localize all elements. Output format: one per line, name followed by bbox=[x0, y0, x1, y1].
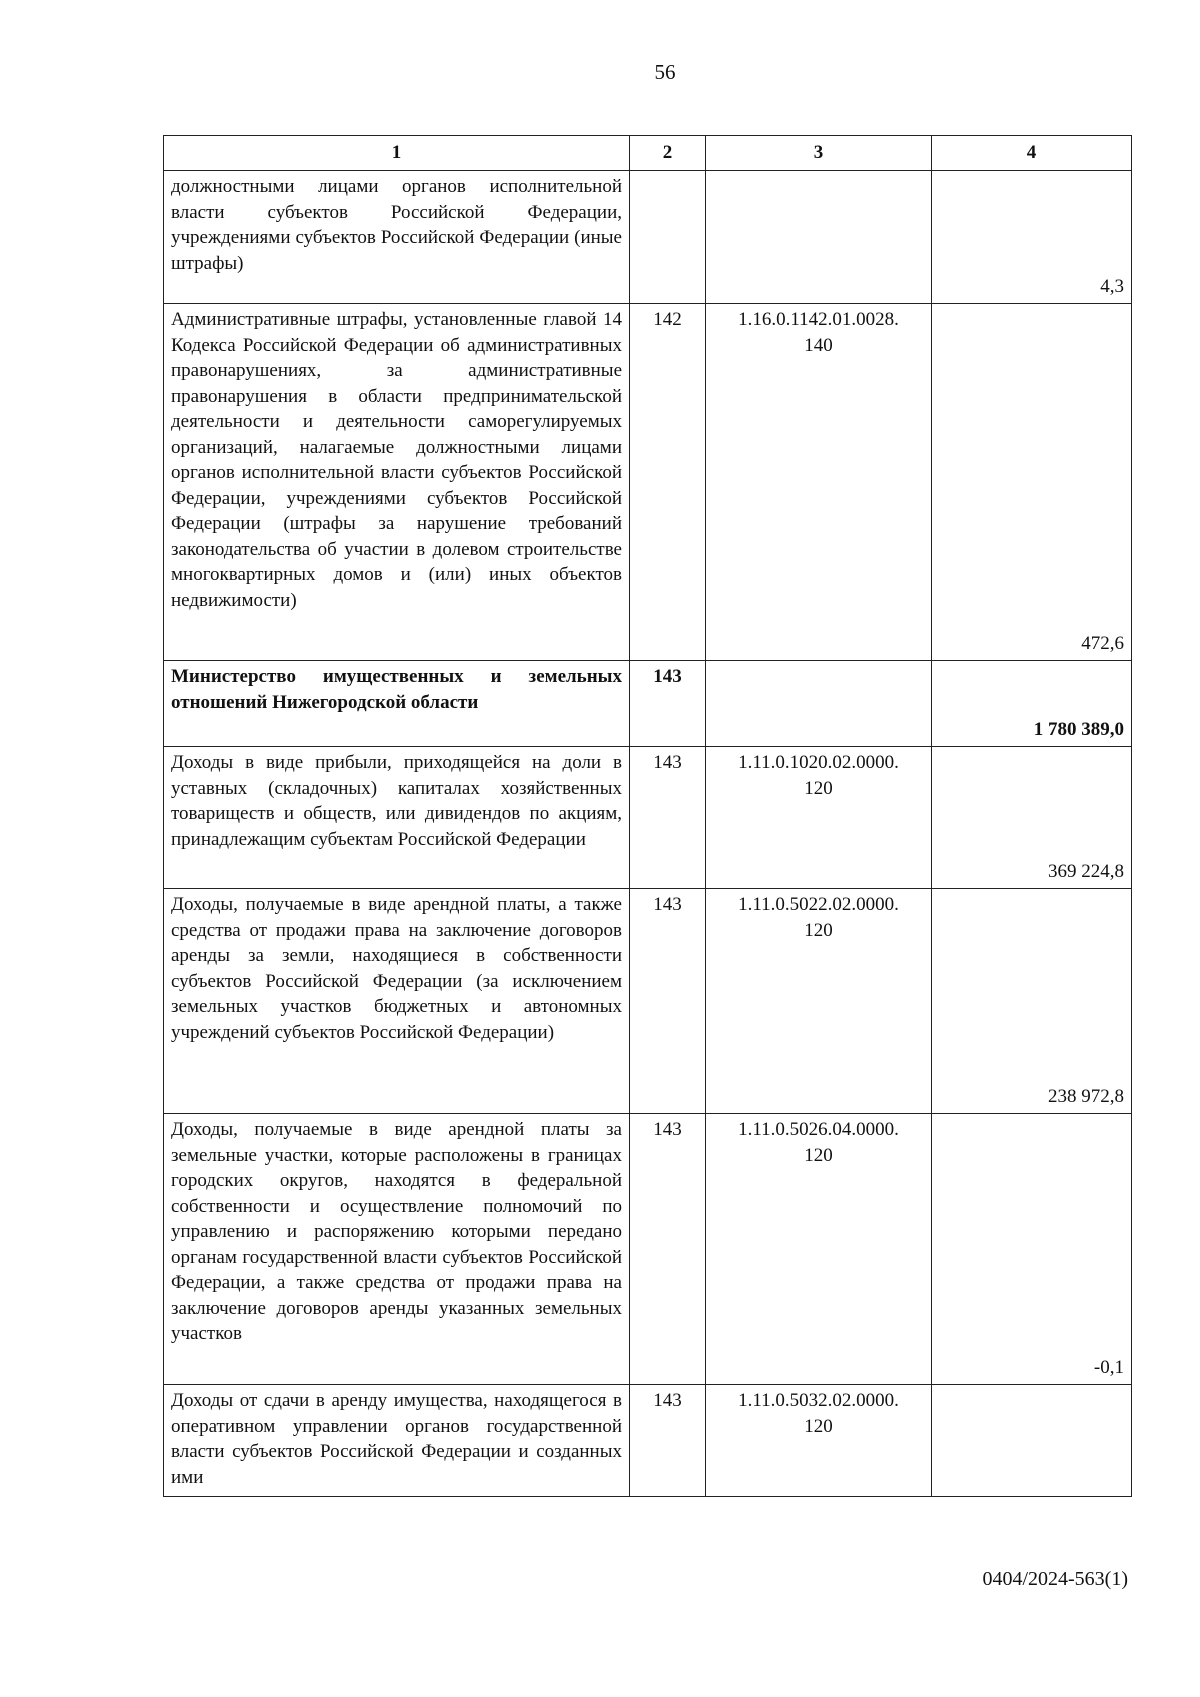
column-header-2: 2 bbox=[630, 136, 706, 171]
row-name: Доходы, получаемые в виде арендной платы за земельные участки, которые расположены в границах городских округов, находятся в федеральной собственности и осуществление полномочий по управлению и распоряжению которыми передано органам государственной власти субъектов Российской Федерации, а также средства от продажи права на заключение договоров аренды указанных земельных участков bbox=[164, 1114, 630, 1385]
table-row bbox=[164, 1385, 1132, 1497]
row-admin-code: 143 bbox=[630, 889, 706, 1114]
table-row bbox=[164, 1114, 1132, 1385]
row-amount: 369 224,8 bbox=[932, 747, 1132, 889]
row-name: Доходы в виде прибыли, приходящейся на доли в уставных (складочных) капиталах хозяйственных товариществ и обществ, или дивидендов по акциям, принадлежащим субъектам Российской Федерации bbox=[164, 747, 630, 889]
row-kbk-code bbox=[706, 304, 932, 661]
table-row-section bbox=[164, 661, 1132, 747]
row-name: должностными лицами органов исполнительной власти субъектов Российской Федерации, учреждениями субъектов Российской Федерации (иные штрафы) bbox=[164, 171, 630, 304]
row-name: Доходы от сдачи в аренду имущества, находящегося в оперативном управлении органов государственной власти субъектов Российской Федерации и созданных ими bbox=[164, 1385, 630, 1497]
row-kbk-code bbox=[706, 1114, 932, 1385]
row-admin-code bbox=[630, 171, 706, 304]
section-amount: 1 780 389,0 bbox=[932, 661, 1132, 747]
row-kbk-line1: 1.16.0.1142.01.0028. bbox=[738, 309, 899, 330]
table-row bbox=[164, 171, 1132, 304]
column-header-3: 3 bbox=[706, 136, 932, 171]
row-name: Доходы, получаемые в виде арендной платы, а также средства от продажи права на заключение договоров аренды за земли, находящиеся в собственности субъектов Российской Федерации (за исключением земельных участков бюджетных и автономных учреждений субъектов Российской Федерации) bbox=[164, 889, 630, 1114]
column-header-4: 4 bbox=[932, 136, 1132, 171]
row-amount: -0,1 bbox=[932, 1114, 1132, 1385]
row-admin-code: 143 bbox=[630, 1385, 706, 1497]
row-kbk-line2: 120 bbox=[804, 1415, 833, 1437]
table-row bbox=[164, 889, 1132, 1114]
row-kbk-line2: 120 bbox=[804, 777, 833, 799]
section-admin-code: 143 bbox=[630, 661, 706, 747]
row-admin-code: 143 bbox=[630, 1114, 706, 1385]
row-amount: 238 972,8 bbox=[932, 889, 1132, 1114]
revenue-table bbox=[163, 135, 1132, 1497]
document-reference-number: 0404/2024-563(1) bbox=[982, 1568, 1128, 1590]
table-row bbox=[164, 747, 1132, 889]
row-kbk-code bbox=[706, 1385, 932, 1497]
row-kbk-line2: 140 bbox=[804, 334, 833, 356]
column-header-1: 1 bbox=[164, 136, 630, 171]
section-name: Министерство имущественных и земельных отношений Нижегородской области bbox=[164, 661, 630, 747]
row-amount: 4,3 bbox=[932, 171, 1132, 304]
row-kbk-line1: 1.11.0.5032.02.0000. bbox=[738, 1390, 899, 1411]
row-kbk-line1: 1.11.0.1020.02.0000. bbox=[738, 752, 899, 773]
row-kbk-line1: 1.11.0.5026.04.0000. bbox=[738, 1119, 899, 1140]
row-kbk-code bbox=[706, 171, 932, 304]
table-row bbox=[164, 304, 1132, 661]
page-number: 56 bbox=[654, 60, 676, 84]
row-kbk-code bbox=[706, 889, 932, 1114]
row-admin-code: 142 bbox=[630, 304, 706, 661]
row-kbk-line1: 1.11.0.5022.02.0000. bbox=[738, 894, 899, 915]
row-admin-code: 143 bbox=[630, 747, 706, 889]
table-header-row bbox=[164, 136, 1132, 171]
row-amount: 472,6 bbox=[932, 304, 1132, 661]
row-name: Административные штрафы, установленные главой 14 Кодекса Российской Федерации об административных правонарушениях, за административные правонарушения в области предпринимательской деятельности и деятельности саморегулируемых организаций, налагаемые должностными лицами органов исполнительной власти субъектов Российской Федерации, учреждениями субъектов Российской Федерации (штрафы за нарушение требований законодательства об участии в долевом строительстве многоквартирных домов и (или) иных объектов недвижимости) bbox=[164, 304, 630, 661]
row-kbk-code bbox=[706, 747, 932, 889]
row-kbk-code bbox=[706, 661, 932, 747]
row-amount bbox=[932, 1385, 1132, 1497]
row-kbk-line2: 120 bbox=[804, 1144, 833, 1166]
row-kbk-line2: 120 bbox=[804, 919, 833, 941]
